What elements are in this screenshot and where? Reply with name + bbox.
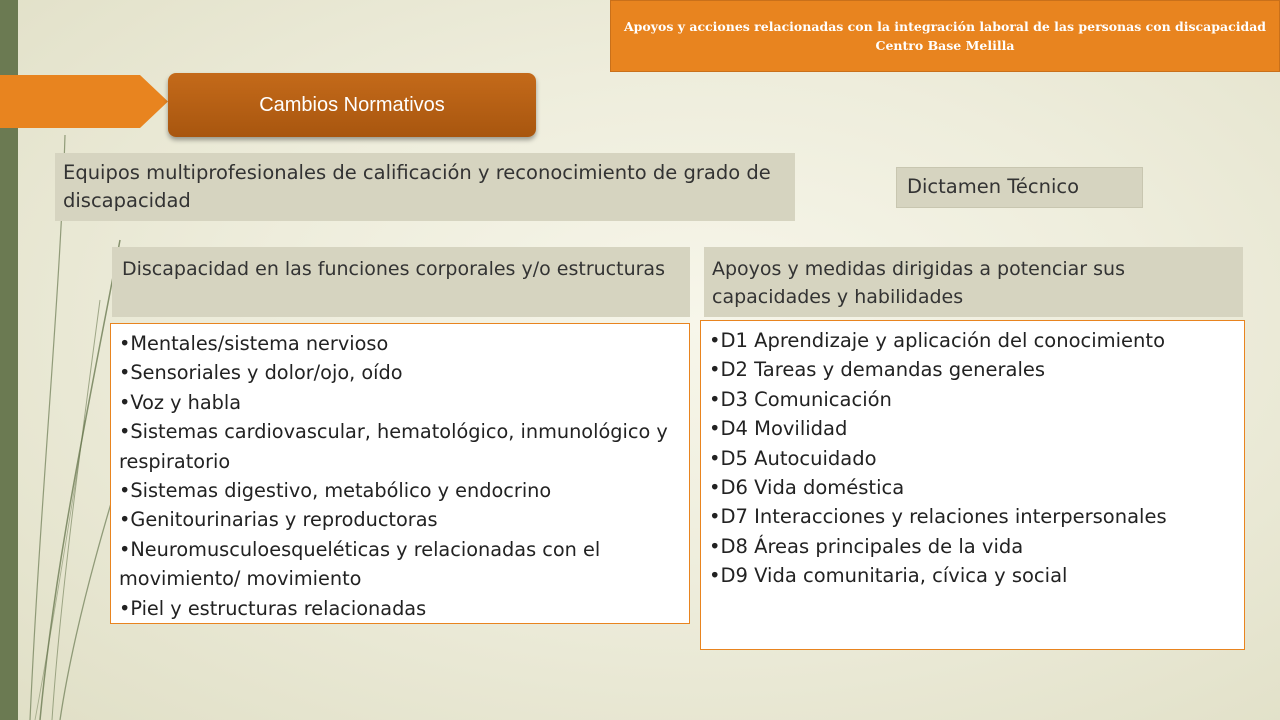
list-item: •D9 Vida comunitaria, cívica y social <box>709 564 1068 588</box>
list-item: •Piel y estructuras relacionadas <box>119 596 427 620</box>
list-item: •D4 Movilidad <box>709 417 848 441</box>
header-line-2: Centro Base Melilla <box>875 38 1015 53</box>
list-item: •D5 Autocuidado <box>709 446 877 470</box>
list-item: •D7 Interacciones y relaciones interpersonales <box>709 505 1167 529</box>
list-item: •Neuromusculoesqueléticas y relacionadas con el movimiento/ movimiento <box>119 537 601 591</box>
list-item: •Sistemas digestivo, metabólico y endocrino <box>119 479 552 503</box>
list-item: •Genitourinarias y reproductoras <box>119 508 438 532</box>
list-item: •D1 Aprendizaje y aplicación del conocimiento <box>709 329 1165 352</box>
dictamen-box: Dictamen Técnico <box>896 167 1143 208</box>
equipos-box: Equipos multiprofesionales de calificación y reconocimiento de grado de discapacidad <box>55 153 795 221</box>
discapacidad-list <box>110 323 690 624</box>
discapacidad-heading: Discapacidad en las funciones corporales y/o estructuras <box>112 247 690 317</box>
list-item: •D2 Tareas y demandas generales <box>709 358 1046 382</box>
list-item: •Sistemas cardiovascular, hematológico, inmunológico y respiratorio <box>119 420 668 473</box>
apoyos-heading: Apoyos y medidas dirigidas a potenciar sus capacidades y habilidades <box>704 247 1243 317</box>
list-item: •D3 Comunicación <box>709 387 892 411</box>
list-item: •D8 Áreas principales de la vida <box>709 534 1024 558</box>
list-item: •Sensoriales y dolor/ojo, oído <box>119 361 403 385</box>
list-item: •D6 Vida doméstica <box>709 476 905 500</box>
apoyos-list <box>700 320 1245 650</box>
list-item: •Mentales/sistema nervioso <box>119 332 389 355</box>
section-title: Cambios Normativos <box>168 73 536 137</box>
presentation-header <box>610 0 1280 72</box>
list-item: •Voz y habla <box>119 390 242 414</box>
orange-arrow-shape <box>0 75 168 128</box>
header-line-1: Apoyos y acciones relacionadas con la integración laboral de las personas con discapacidad <box>623 19 1267 34</box>
